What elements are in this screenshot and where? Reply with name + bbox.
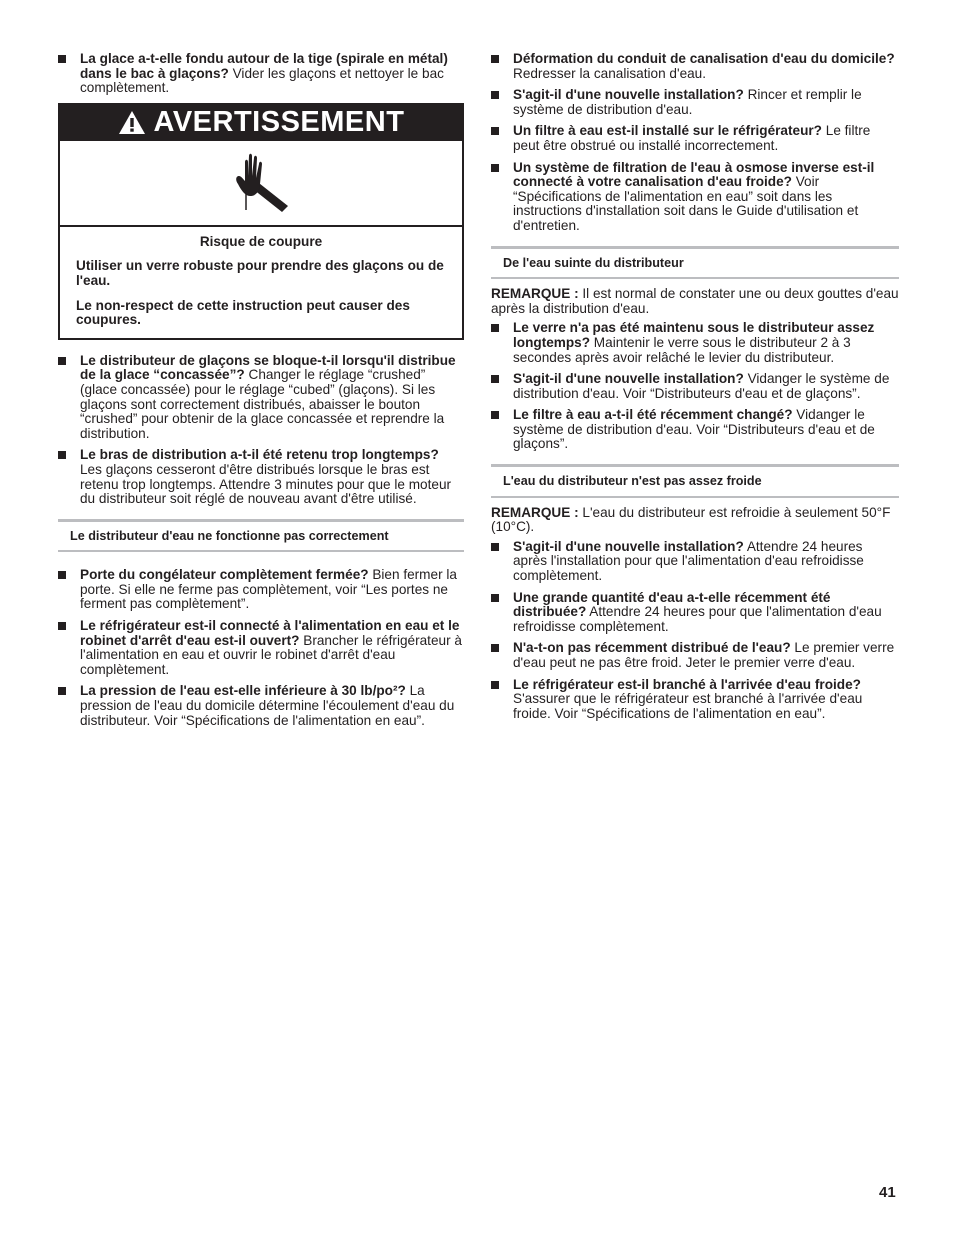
- note: REMARQUE : L'eau du distributeur est refroidie à seulement 50°F (10°C).: [491, 504, 891, 535]
- list-item: Porte du congélateur complètement fermée? Bien fermer la porte. Si elle ne ferme pas complètement, voir “Les portes ne ferment pas complètement”.: [58, 568, 464, 612]
- list-item: Le réfrigérateur est-il connecté à l'alimentation en eau et le robinet d'arrêt d'eau est-il ouvert? Brancher le réfrigérateur à l'alimentation en eau et ouvrir le robinet d'arrêt d'eau complètement.: [58, 619, 464, 677]
- bullet-icon: [491, 681, 499, 689]
- hand-cut-hazard-icon: [228, 150, 294, 216]
- list-item: S'agit-il d'une nouvelle installation? Rincer et remplir le système de distribution d'eau.: [491, 88, 899, 117]
- right-column: [491, 52, 899, 728]
- bullet-icon: [58, 571, 66, 579]
- warning-risk: Risque de coupure: [199, 233, 323, 249]
- list-item: Le filtre à eau a-t-il été récemment changé? Vidanger le système de distribution d'eau. Voir “Distributeurs d'eau et de glaçons”.: [491, 408, 899, 452]
- warning-header: [60, 105, 462, 141]
- list-item: Déformation du conduit de canalisation d'eau du domicile? Redresser la canalisation d'eau.: [491, 52, 899, 81]
- bullet-icon: [58, 357, 66, 365]
- warning-body: [60, 227, 462, 338]
- section-heading: Le distributeur d'eau ne fonctionne pas correctement: [70, 528, 389, 543]
- list-item: N'a-t-on pas récemment distribué de l'eau? Le premier verre d'eau peut ne pas être froid. Jeter le premier verre d'eau.: [491, 641, 899, 670]
- section-heading: L'eau du distributeur n'est pas assez froide: [503, 474, 762, 489]
- list-item: Le bras de distribution a-t-il été retenu trop longtemps? Les glaçons cesseront d'être distribués lorsque le bras est retenu trop longtemps. Attendre 3 minutes pour que le moteur du distributeur soit réglé de nouveau avant d'être utilisé.: [58, 448, 464, 506]
- bullet-icon: [58, 55, 66, 63]
- bullet-icon: [491, 375, 499, 383]
- note: REMARQUE : Il est normal de constater une ou deux gouttes d'eau après la distribution d'eau.: [491, 286, 899, 316]
- warning-line-2: Le non-respect de cette instruction peut causer des coupures.: [76, 297, 410, 328]
- bullet-icon: [491, 543, 499, 551]
- list-item: S'agit-il d'une nouvelle installation? Vidanger le système de distribution d'eau. Voir “Distributeurs d'eau et de glaçons”.: [491, 372, 899, 401]
- list-item: Le verre n'a pas été maintenu sous le distributeur assez longtemps? Maintenir le verre sous le distributeur 2 à 3 secondes après avoir relâché le levier du distributeur.: [491, 321, 899, 365]
- list-item: Le réfrigérateur est-il branché à l'arrivée d'eau froide? S'assurer que le réfrigérateur est branché à l'arrivée d'eau froide. Voir “Spécifications de l'alimentation en eau”.: [491, 678, 899, 722]
- bullet-icon: [58, 451, 66, 459]
- section-rule: [58, 550, 464, 552]
- bullet-icon: [491, 324, 499, 332]
- warning-triangle-icon: [118, 110, 146, 135]
- list-item: Le distributeur de glaçons se bloque-t-il lorsqu'il distribue de la glace “concassée”? Changer le réglage “crushed” (glace concassée) pour le réglage “cubed” (glaçons). Si les glaçons sont correctement distribués, abaisser le bouton “crushed” pour obtenir de la glace concassée et reprendre la distribution.: [58, 354, 464, 442]
- left-column: [58, 52, 464, 735]
- bullet-icon: [58, 687, 66, 695]
- page-number: 41: [879, 1184, 896, 1201]
- bullet-icon: [491, 411, 499, 419]
- section-rule: [491, 496, 899, 498]
- bullet-icon: [491, 91, 499, 99]
- warning-line-1: Utiliser un verre robuste pour prendre des glaçons ou de l'eau.: [76, 258, 444, 288]
- warning-icon-row: [60, 141, 462, 227]
- bullet-icon: [58, 622, 66, 630]
- list-item: Un filtre à eau est-il installé sur le réfrigérateur? Le filtre peut être obstrué ou installé incorrectement.: [491, 124, 899, 153]
- list-item: S'agit-il d'une nouvelle installation? Attendre 24 heures après l'installation pour que l'alimentation d'eau refroidisse complètement.: [491, 540, 899, 584]
- bullet-icon: [491, 55, 499, 63]
- section-heading: De l'eau suinte du distributeur: [503, 255, 684, 270]
- list-item: Une grande quantité d'eau a-t-elle récemment été distribuée? Attendre 24 heures pour que l'alimentation d'eau refroidisse complètement.: [491, 591, 899, 635]
- list-item: La pression de l'eau est-elle inférieure à 30 lb/po²? La pression de l'eau du domicile détermine l'écoulement d'eau du distributeur. Voir “Spécifications de l'alimentation en eau”.: [58, 684, 464, 728]
- list-item: La glace a-t-elle fondu autour de la tige (spirale en métal) dans le bac à glaçons? Vider les glaçons et nettoyer le bac complètement.: [58, 52, 464, 96]
- bullet-icon: [491, 164, 499, 172]
- warning-box: [58, 103, 464, 340]
- bullet-icon: [491, 594, 499, 602]
- list-item: Un système de filtration de l'eau à osmose inverse est-il connecté à votre canalisation d'eau froide? Voir “Spécifications de l'alimentation en eau” soit dans les instructions d'installation soit dans le Guide d'utilisation et d'entretien.: [491, 161, 899, 234]
- warning-title: AVERTISSEMENT: [153, 106, 405, 139]
- bullet-icon: [491, 644, 499, 652]
- section-rule: [491, 277, 899, 279]
- bullet-icon: [491, 127, 499, 135]
